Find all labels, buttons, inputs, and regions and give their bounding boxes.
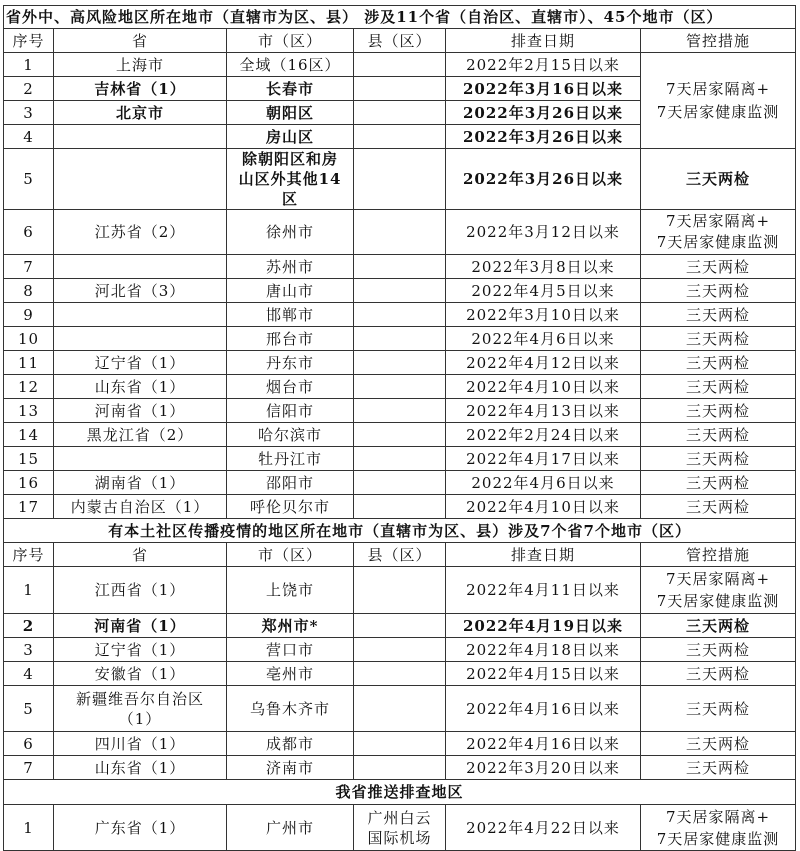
- city-cell: 除朝阳区和房山区外其他14区: [227, 149, 354, 210]
- row-number: 4: [4, 662, 54, 686]
- date-cell: 2022年3月26日以来: [446, 101, 641, 125]
- row-number: 9: [4, 303, 54, 327]
- date-cell: 2022年4月15日以来: [446, 662, 641, 686]
- measure-cell: 7天居家隔离+ 7天居家健康监测: [641, 567, 796, 614]
- risk-area-table: [3, 5, 796, 851]
- row-number: 16: [4, 471, 54, 495]
- city-cell: 营口市: [227, 638, 354, 662]
- row-number: 6: [4, 210, 54, 255]
- city-cell: 邯郸市: [227, 303, 354, 327]
- row-number: 1: [4, 567, 54, 614]
- date-cell: 2022年4月19日以来: [446, 614, 641, 638]
- row-number: 6: [4, 732, 54, 756]
- province-cell: 山东省（1）: [54, 375, 227, 399]
- header-row: [4, 29, 796, 53]
- province-cell: [54, 149, 227, 210]
- measure-cell: 三天两检: [641, 279, 796, 303]
- row-number: 5: [4, 149, 54, 210]
- row-number: 14: [4, 423, 54, 447]
- city-cell: 徐州市: [227, 210, 354, 255]
- city-cell: 呼伦贝尔市: [227, 495, 354, 519]
- date-cell: 2022年3月20日以来: [446, 756, 641, 780]
- province-cell: 河南省（1）: [54, 399, 227, 423]
- date-cell: 2022年3月8日以来: [446, 255, 641, 279]
- province-cell: 辽宁省（1）: [54, 638, 227, 662]
- row-number: 13: [4, 399, 54, 423]
- county-cell: [354, 255, 446, 279]
- city-cell: 全域（16区）: [227, 53, 354, 77]
- province-cell: [54, 327, 227, 351]
- header-cell: 市（区）: [227, 543, 354, 567]
- measure-cell: 三天两检: [641, 351, 796, 375]
- row-number: 7: [4, 756, 54, 780]
- header-cell: 序号: [4, 543, 54, 567]
- province-cell: 吉林省（1）: [54, 77, 227, 101]
- county-cell: [354, 423, 446, 447]
- table-row: [4, 279, 796, 303]
- city-cell: 郑州市*: [227, 614, 354, 638]
- section-title: 有本土社区传播疫情的地区所在地市（直辖市为区、县）涉及7个省7个地市（区）: [4, 519, 796, 543]
- province-cell: [54, 125, 227, 149]
- city-cell: 苏州市: [227, 255, 354, 279]
- measure-cell: 三天两检: [641, 686, 796, 732]
- city-cell: 乌鲁木齐市: [227, 686, 354, 732]
- date-cell: 2022年2月15日以来: [446, 53, 641, 77]
- row-number: 15: [4, 447, 54, 471]
- city-cell: 房山区: [227, 125, 354, 149]
- header-cell: 县（区）: [354, 29, 446, 53]
- province-cell: 内蒙古自治区（1）: [54, 495, 227, 519]
- county-cell: [354, 303, 446, 327]
- county-cell: [354, 732, 446, 756]
- county-cell: [354, 567, 446, 614]
- date-cell: 2022年4月11日以来: [446, 567, 641, 614]
- province-cell: 辽宁省（1）: [54, 351, 227, 375]
- date-cell: 2022年4月6日以来: [446, 471, 641, 495]
- date-cell: 2022年4月16日以来: [446, 732, 641, 756]
- header-cell: 序号: [4, 29, 54, 53]
- measure-cell: 三天两检: [641, 756, 796, 780]
- section-title-row: [4, 6, 796, 29]
- county-cell: [354, 77, 446, 101]
- province-cell: 新疆维吾尔自治区（1）: [54, 686, 227, 732]
- county-cell: [354, 351, 446, 375]
- row-number: 2: [4, 77, 54, 101]
- county-cell: [354, 662, 446, 686]
- date-cell: 2022年4月18日以来: [446, 638, 641, 662]
- date-cell: 2022年4月22日以来: [446, 805, 641, 851]
- measure-cell: 三天两检: [641, 423, 796, 447]
- table-row: [4, 686, 796, 732]
- table-row: [4, 303, 796, 327]
- table-row: [4, 149, 796, 210]
- city-cell: 长春市: [227, 77, 354, 101]
- row-number: 3: [4, 101, 54, 125]
- date-cell: 2022年4月10日以来: [446, 375, 641, 399]
- county-cell: [354, 101, 446, 125]
- county-cell: [354, 210, 446, 255]
- county-cell: [354, 686, 446, 732]
- table-row: [4, 495, 796, 519]
- table-row: [4, 638, 796, 662]
- table-row: [4, 399, 796, 423]
- row-number: 12: [4, 375, 54, 399]
- row-number: 1: [4, 805, 54, 851]
- county-cell: [354, 614, 446, 638]
- county-cell: [354, 327, 446, 351]
- county-cell: [354, 756, 446, 780]
- measure-cell: 三天两检: [641, 662, 796, 686]
- table-row: [4, 375, 796, 399]
- date-cell: 2022年4月13日以来: [446, 399, 641, 423]
- header-cell: 管控措施: [641, 29, 796, 53]
- city-cell: 哈尔滨市: [227, 423, 354, 447]
- county-cell: [354, 149, 446, 210]
- header-cell: 省: [54, 543, 227, 567]
- date-cell: 2022年4月16日以来: [446, 686, 641, 732]
- table-row: [4, 255, 796, 279]
- table-row: [4, 732, 796, 756]
- measure-cell: 三天两检: [641, 255, 796, 279]
- date-cell: 2022年3月26日以来: [446, 149, 641, 210]
- city-cell: 朝阳区: [227, 101, 354, 125]
- measure-cell: 三天两检: [641, 614, 796, 638]
- measure-cell: 7天居家隔离+ 7天居家健康监测: [641, 210, 796, 255]
- date-cell: 2022年2月24日以来: [446, 423, 641, 447]
- province-cell: 安徽省（1）: [54, 662, 227, 686]
- row-number: 11: [4, 351, 54, 375]
- city-cell: 牡丹江市: [227, 447, 354, 471]
- header-cell: 排查日期: [446, 29, 641, 53]
- city-cell: 亳州市: [227, 662, 354, 686]
- province-cell: 四川省（1）: [54, 732, 227, 756]
- province-cell: 江苏省（2）: [54, 210, 227, 255]
- province-cell: 河北省（3）: [54, 279, 227, 303]
- measure-cell: 7天居家隔离+ 7天居家健康监测: [641, 53, 796, 149]
- county-cell: [354, 53, 446, 77]
- province-cell: 上海市: [54, 53, 227, 77]
- row-number: 10: [4, 327, 54, 351]
- measure-cell: 三天两检: [641, 471, 796, 495]
- province-cell: [54, 303, 227, 327]
- row-number: 4: [4, 125, 54, 149]
- city-cell: 唐山市: [227, 279, 354, 303]
- row-number: 17: [4, 495, 54, 519]
- header-cell: 县（区）: [354, 543, 446, 567]
- city-cell: 邵阳市: [227, 471, 354, 495]
- measure-cell: 三天两检: [641, 149, 796, 210]
- province-cell: 河南省（1）: [54, 614, 227, 638]
- city-cell: 济南市: [227, 756, 354, 780]
- county-cell: [354, 375, 446, 399]
- city-cell: 烟台市: [227, 375, 354, 399]
- date-cell: 2022年4月5日以来: [446, 279, 641, 303]
- date-cell: 2022年4月17日以来: [446, 447, 641, 471]
- county-cell: [354, 125, 446, 149]
- measure-cell: 三天两检: [641, 399, 796, 423]
- province-cell: 湖南省（1）: [54, 471, 227, 495]
- county-cell: 广州白云国际机场: [354, 805, 446, 851]
- header-cell: 省: [54, 29, 227, 53]
- measure-cell: 三天两检: [641, 447, 796, 471]
- header-cell: 排查日期: [446, 543, 641, 567]
- county-cell: [354, 471, 446, 495]
- province-cell: 江西省（1）: [54, 567, 227, 614]
- province-cell: 广东省（1）: [54, 805, 227, 851]
- section-title: 省外中、高风险地区所在地市（直辖市为区、县） 涉及11个省（自治区、直辖市）、45个地市（区）: [4, 6, 796, 29]
- date-cell: 2022年3月10日以来: [446, 303, 641, 327]
- city-cell: 邢台市: [227, 327, 354, 351]
- table-row: [4, 53, 796, 77]
- table-row: [4, 327, 796, 351]
- row-number: 7: [4, 255, 54, 279]
- table-row: [4, 351, 796, 375]
- measure-cell: 三天两检: [641, 732, 796, 756]
- header-cell: 市（区）: [227, 29, 354, 53]
- city-cell: 丹东市: [227, 351, 354, 375]
- city-cell: 信阳市: [227, 399, 354, 423]
- date-cell: 2022年4月12日以来: [446, 351, 641, 375]
- table-row: [4, 614, 796, 638]
- county-cell: [354, 399, 446, 423]
- row-number: 2: [4, 614, 54, 638]
- table-row: [4, 805, 796, 851]
- header-cell: 管控措施: [641, 543, 796, 567]
- county-cell: [354, 447, 446, 471]
- measure-cell: 三天两检: [641, 375, 796, 399]
- table-row: [4, 471, 796, 495]
- date-cell: 2022年3月26日以来: [446, 125, 641, 149]
- province-cell: [54, 447, 227, 471]
- province-cell: [54, 255, 227, 279]
- row-number: 1: [4, 53, 54, 77]
- province-cell: 山东省（1）: [54, 756, 227, 780]
- county-cell: [354, 279, 446, 303]
- table-row: [4, 423, 796, 447]
- city-cell: 上饶市: [227, 567, 354, 614]
- measure-cell: 三天两检: [641, 303, 796, 327]
- header-row: [4, 543, 796, 567]
- date-cell: 2022年3月12日以来: [446, 210, 641, 255]
- county-cell: [354, 638, 446, 662]
- date-cell: 2022年4月6日以来: [446, 327, 641, 351]
- date-cell: 2022年3月16日以来: [446, 77, 641, 101]
- province-cell: 黑龙江省（2）: [54, 423, 227, 447]
- city-cell: 广州市: [227, 805, 354, 851]
- measure-cell: 三天两检: [641, 327, 796, 351]
- measure-cell: 7天居家隔离+ 7天居家健康监测: [641, 805, 796, 851]
- table-row: [4, 210, 796, 255]
- row-number: 5: [4, 686, 54, 732]
- row-number: 3: [4, 638, 54, 662]
- table-row: [4, 447, 796, 471]
- measure-cell: 三天两检: [641, 495, 796, 519]
- table-row: [4, 756, 796, 780]
- date-cell: 2022年4月10日以来: [446, 495, 641, 519]
- province-cell: 北京市: [54, 101, 227, 125]
- table-row: [4, 567, 796, 614]
- table-row: [4, 662, 796, 686]
- city-cell: 成都市: [227, 732, 354, 756]
- section-title-row: [4, 519, 796, 543]
- measure-cell: 三天两检: [641, 638, 796, 662]
- county-cell: [354, 495, 446, 519]
- section-title-row: [4, 780, 796, 805]
- row-number: 8: [4, 279, 54, 303]
- section-title: 我省推送排查地区: [4, 780, 796, 805]
